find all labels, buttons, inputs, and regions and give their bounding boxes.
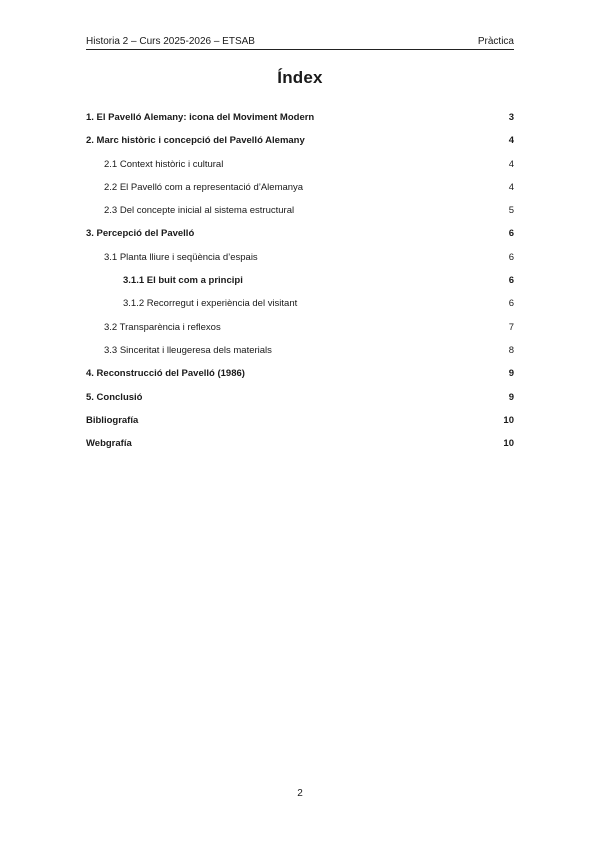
toc-entry-page: 5 — [508, 205, 514, 217]
toc-entry[interactable] — [86, 322, 514, 345]
toc-entry-label: 3.1.1 El buit com a principi — [123, 275, 243, 287]
toc-entry[interactable] — [86, 159, 514, 182]
header-document-type: Pràctica — [477, 36, 514, 47]
toc-entry-label: 2.3 Del concepte inicial al sistema estructural — [104, 205, 295, 217]
toc-entry-label: 2.2 El Pavelló com a representació d’Alemanya — [104, 181, 304, 193]
toc-entry-page: 6 — [508, 298, 514, 310]
toc-entry-label: 3.1.2 Recorregut i experiència del visitant — [123, 298, 298, 310]
toc-entry[interactable] — [86, 228, 514, 251]
toc-entry-label: 2.1 Context històric i cultural — [104, 158, 224, 170]
toc-entry-page: 6 — [508, 228, 514, 240]
toc-entry[interactable] — [86, 345, 514, 368]
toc-entry[interactable] — [86, 275, 514, 298]
table-of-contents — [86, 112, 514, 461]
toc-entry-label: 5. Conclusió — [86, 391, 143, 403]
toc-entry[interactable] — [86, 182, 514, 205]
toc-entry[interactable] — [86, 392, 514, 415]
toc-entry-page: 4 — [508, 181, 514, 193]
toc-entry-label: Bibliografía — [86, 414, 139, 426]
toc-entry-label: 3.2 Transparència i reflexos — [104, 321, 221, 333]
index-title: Índex — [277, 68, 323, 87]
toc-entry-page: 7 — [508, 321, 514, 333]
toc-entry-page: 9 — [508, 391, 514, 403]
toc-entry[interactable] — [86, 438, 514, 461]
page-number: 2 — [297, 788, 303, 799]
toc-entry[interactable] — [86, 135, 514, 158]
toc-entry-page: 6 — [508, 275, 514, 287]
toc-entry-label: 2. Marc històric i concepció del Pavelló Alemany — [86, 135, 305, 147]
page-header — [86, 37, 514, 50]
toc-entry[interactable] — [86, 298, 514, 321]
toc-entry[interactable] — [86, 205, 514, 228]
toc-entry-label: 4. Reconstrucció del Pavelló (1986) — [86, 368, 245, 380]
toc-entry-page: 4 — [508, 158, 514, 170]
toc-entry-label: 3.1 Planta lliure i seqüència d’espais — [104, 251, 258, 263]
toc-entry[interactable] — [86, 252, 514, 275]
toc-entry-label: Webgrafía — [86, 438, 132, 450]
toc-entry[interactable] — [86, 368, 514, 391]
toc-entry-label: 3. Percepció del Pavelló — [86, 228, 195, 240]
toc-entry-page: 3 — [508, 112, 514, 123]
toc-entry-label: 3.3 Sinceritat i lleugeresa dels materials — [104, 344, 272, 356]
toc-entry-page: 10 — [503, 414, 514, 426]
toc-entry-page: 8 — [508, 344, 514, 356]
toc-entry-page: 4 — [508, 135, 514, 147]
toc-entry-page: 10 — [503, 438, 514, 450]
toc-entry[interactable] — [86, 112, 514, 135]
header-course-title: Historia 2 – Curs 2025-2026 – ETSAB — [86, 36, 255, 47]
toc-entry[interactable] — [86, 415, 514, 438]
toc-entry-page: 6 — [508, 251, 514, 263]
toc-entry-page: 9 — [508, 368, 514, 380]
toc-entry-label: 1. El Pavelló Alemany: icona del Moviment Modern — [86, 112, 315, 123]
